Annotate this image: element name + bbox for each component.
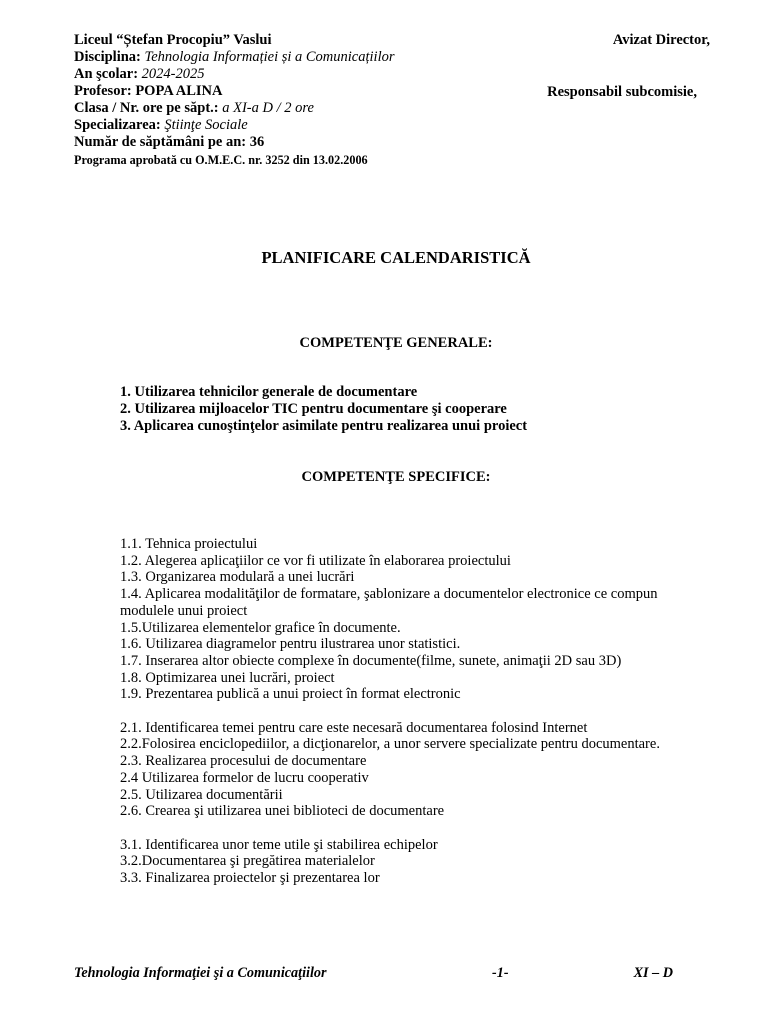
document-title: PLANIFICARE CALENDARISTICĂ: [261, 248, 531, 267]
specific-group-2: [120, 720, 700, 820]
specific-competence-item: 3.1. Identificarea unor teme utile şi stabilirea echipelor: [120, 836, 438, 853]
general-competences-heading: COMPETENŢE GENERALE:: [299, 335, 493, 351]
specialization-value: Ştiinţe Sociale: [164, 117, 248, 133]
specific-competence-item: 2.2.Folosirea enciclopediilor, a dicţionarelor, a unor servere specializate pentru documentare.: [120, 736, 660, 753]
class-hours-label: Clasa / Nr. ore pe săpt.:: [74, 100, 219, 116]
specific-competences-list: [120, 536, 700, 887]
specific-competence-item: 1.5.Utilizarea elementelor grafice în documente.: [120, 619, 401, 636]
general-competence-item: 2. Utilizarea mijloacelor TIC pentru documentare şi cooperare: [120, 401, 507, 417]
specific-competence-item: 2.1. Identificarea temei pentru care este necesară documentarea folosind Internet: [120, 719, 588, 736]
specific-competence-item: 2.3. Realizarea procesului de documentare: [120, 753, 367, 770]
programme-note: Programa aprobată cu O.M.E.C. nr. 3252 din 13.02.2006: [74, 153, 368, 167]
specific-competence-item: 1.4. Aplicarea modalităţilor de formatare, şablonizare a documentelor electronice ce compun modulele unui proiect: [120, 586, 658, 619]
school-year-label: An şcolar:: [74, 66, 139, 82]
specific-competence-item: 1.6. Utilizarea diagramelor pentru ilustrarea unor statistici.: [120, 636, 461, 653]
general-competence-item: 3. Aplicarea cunoştinţelor asimilate pentru realizarea unui proiect: [120, 418, 528, 434]
general-competences-list: [120, 384, 527, 435]
footer-class: XI – D: [633, 965, 673, 981]
specific-competence-item: 1.1. Tehnica proiectului: [120, 536, 258, 552]
subcommission-approval: Responsabil subcomisie,: [547, 84, 697, 100]
page-footer: [0, 964, 768, 982]
specific-competence-item: 1.2. Alegerea aplicaţiilor ce vor fi utilizate în elaborarea proiectului: [120, 552, 511, 569]
specific-competence-item: 1.8. Optimizarea unei lucrări, proiect: [120, 669, 335, 686]
general-competence-item: 1. Utilizarea tehnicilor generale de documentare: [120, 384, 418, 400]
director-approval: Avizat Director,: [612, 32, 710, 48]
discipline-label: Disciplina:: [74, 49, 141, 65]
discipline-value: Tehnologia Informației și a Comunicațiilor: [144, 49, 395, 65]
teacher-name: POPA ALINA: [135, 83, 223, 99]
specific-competences-heading: COMPETENŢE SPECIFICE:: [301, 469, 491, 485]
page-number: -1-: [492, 965, 509, 981]
specific-group-1: [120, 536, 700, 703]
specific-competence-item: 2.5. Utilizarea documentării: [120, 786, 283, 803]
document-header: [74, 32, 395, 167]
specific-competence-item: 3.2.Documentarea şi pregătirea materialelor: [120, 853, 375, 870]
class-hours-value: a XI-a D / 2 ore: [222, 100, 314, 116]
specific-group-3: [120, 837, 700, 887]
specific-competence-item: 2.6. Crearea şi utilizarea unei biblioteci de documentare: [120, 803, 445, 820]
school-name: Liceul “Ștefan Procopiu” Vaslui: [74, 32, 272, 48]
specific-competence-item: 3.3. Finalizarea proiectelor şi prezentarea lor: [120, 870, 380, 887]
weeks-value: 36: [249, 134, 265, 150]
footer-discipline: Tehnologia Informaţiei şi a Comunicaţiilor: [74, 965, 327, 981]
teacher-label: Profesor:: [74, 83, 132, 99]
specific-competence-item: 1.9. Prezentarea publică a unui proiect în format electronic: [120, 686, 461, 703]
specific-competence-item: 1.7. Inserarea altor obiecte complexe în documente(filme, sunete, animaţii 2D sau 3D): [120, 652, 622, 669]
specific-competence-item: 2.4 Utilizarea formelor de lucru cooperativ: [120, 769, 369, 786]
specific-competence-item: 1.3. Organizarea modulară a unei lucrări: [120, 569, 355, 586]
specialization-label: Specializarea:: [74, 117, 161, 133]
school-year-value: 2024-2025: [141, 66, 205, 82]
weeks-label: Număr de săptămâni pe an:: [74, 134, 247, 150]
